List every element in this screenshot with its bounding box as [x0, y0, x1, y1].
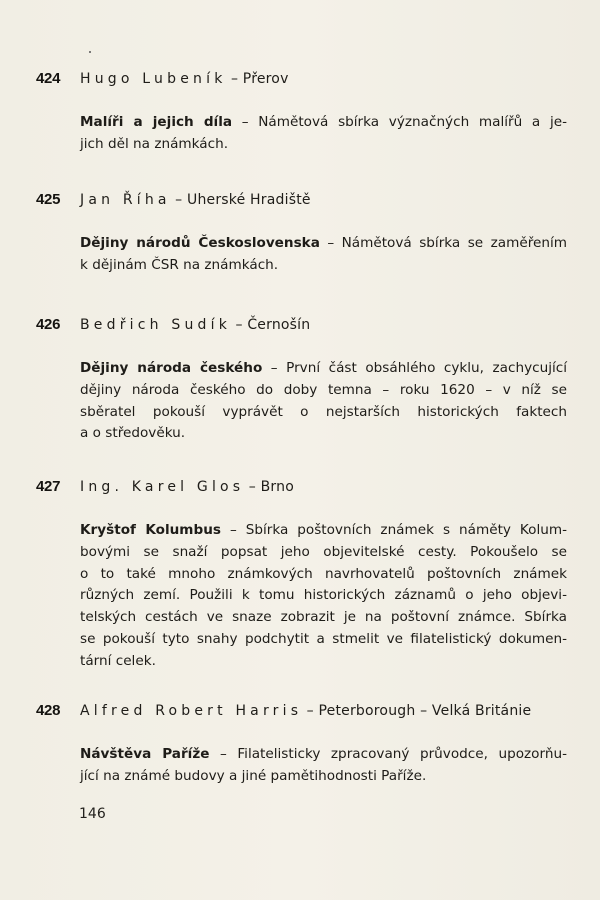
- entry-number: 424: [36, 70, 61, 87]
- catalog-entry-424: [36, 70, 576, 156]
- entry-header: [36, 70, 576, 90]
- entry-header: [36, 316, 576, 336]
- collection-title: Kryštof Kolumbus: [80, 522, 221, 538]
- description-line: – Filatelisticky zpracovaný průvodce, upozorňu-: [209, 746, 567, 762]
- page-number: 146: [79, 806, 106, 822]
- description-line: sběratel pokouší vyprávět o nejstarších historických faktech: [80, 403, 567, 420]
- entry-description: [80, 744, 567, 788]
- entry-header: [36, 702, 576, 722]
- author-name: Jan Říha: [80, 192, 171, 208]
- collection-title: Návštěva Paříže: [80, 746, 210, 762]
- author-location: – Brno: [248, 479, 294, 495]
- catalog-entry-425: [36, 191, 576, 277]
- collection-title: Dějiny národa českého: [80, 360, 263, 376]
- description-line: – Námětová sbírka se zaměřením: [319, 235, 567, 251]
- entry-author-line: [80, 71, 289, 87]
- author-location: – Černošín: [235, 317, 311, 333]
- entry-number: 427: [36, 478, 61, 495]
- entry-author-line: [80, 479, 294, 495]
- author-name: Bedřich Sudík: [80, 317, 232, 333]
- description-line: se pokouší tyto snahy podchytit a stmelit ve filatelistický dokumen-: [80, 630, 567, 647]
- entry-author-line: [80, 703, 531, 719]
- author-name: Alfred Robert Harris: [80, 703, 303, 719]
- catalog-entry-427: [36, 478, 576, 673]
- entry-author-line: [80, 192, 311, 208]
- collection-title: Malíři a jejich díla: [80, 114, 233, 130]
- description-line: jich děl na známkách.: [80, 135, 229, 152]
- entry-author-line: [80, 317, 310, 333]
- author-location: – Uherské Hradiště: [175, 192, 311, 208]
- description-line: telských cestách ve snaze zobrazit je na poštovní známce. Sbírka: [80, 609, 567, 626]
- paper-speck: [89, 51, 91, 53]
- collection-title: Dějiny národů Československa: [80, 235, 320, 251]
- author-location: – Peterborough – Velká Británie: [306, 703, 532, 719]
- entry-description: [80, 358, 567, 445]
- description-line: k dějinám ČSR na známkách.: [80, 256, 279, 273]
- description-line: – První část obsáhlého cyklu, zachycující: [262, 360, 568, 376]
- entry-header: [36, 191, 576, 211]
- author-location: – Přerov: [230, 71, 289, 87]
- entry-description: [80, 112, 567, 156]
- description-line: jící na známé budovy a jiné pamětihodnosti Paříže.: [80, 767, 427, 784]
- entry-header: [36, 478, 576, 498]
- entry-description: [80, 233, 567, 277]
- author-name: Hugo Lubeník: [80, 71, 227, 87]
- description-line: dějiny národa českého do doby temna – roku 1620 – v níž se: [80, 381, 567, 398]
- author-name: Ing. Karel Glos: [80, 479, 245, 495]
- description-line: různých zemí. Použili k tomu historických záznamů o jeho objevi-: [80, 587, 567, 604]
- description-line: bovými se snaží popsat jeho objevitelské cesty. Pokoušelo se: [80, 543, 567, 560]
- description-line: tární celek.: [80, 652, 156, 669]
- entry-description: [80, 520, 567, 673]
- description-line: – Námětová sbírka význačných malířů a je-: [232, 114, 567, 130]
- entry-number: 426: [36, 316, 61, 333]
- entry-number: 425: [36, 191, 61, 208]
- catalog-entry-426: [36, 316, 576, 445]
- description-line: a o středověku.: [80, 425, 186, 442]
- description-line: o to také mnoho známkových navrhovatelů poštovních známek: [80, 565, 567, 582]
- description-line: – Sbírka poštovních známek s náměty Kolum-: [220, 522, 567, 538]
- catalog-entry-428: [36, 702, 576, 788]
- entry-number: 428: [36, 702, 61, 719]
